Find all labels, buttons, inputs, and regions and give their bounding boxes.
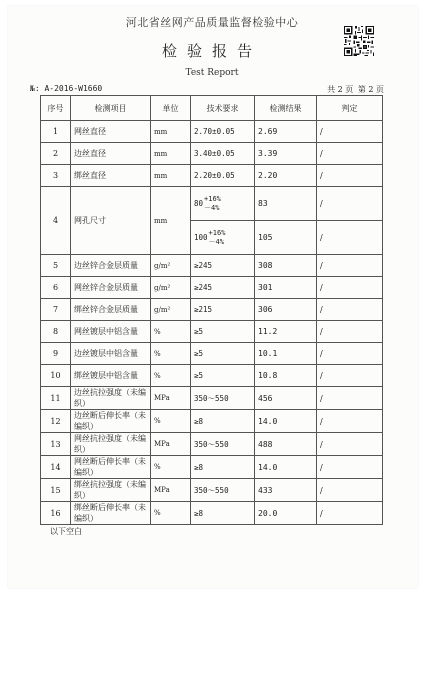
cell-unit: mm [151, 165, 191, 187]
cell-result: 301 [255, 277, 317, 299]
cell-requirement [191, 187, 255, 221]
cell-unit: g/m² [151, 277, 191, 299]
page-indicator [325, 84, 384, 95]
tolerance-plus: +16% [208, 228, 226, 237]
cell-unit: g/m² [151, 299, 191, 321]
page-current: 第 2 页 [357, 85, 384, 94]
cell-result: 433 [255, 479, 317, 502]
cell-no: 5 [41, 255, 71, 277]
cell-requirement [191, 221, 255, 255]
cell-judgement: / [317, 299, 383, 321]
tolerance-base: 100 [194, 233, 208, 242]
table-row [41, 299, 383, 321]
cell-unit: % [151, 365, 191, 387]
cell-unit: mm [151, 143, 191, 165]
cell-requirement: ≥8 [191, 502, 255, 525]
tolerance-range [204, 195, 221, 213]
cell-no: 10 [41, 365, 71, 387]
report-subtitle: Test Report [185, 68, 239, 78]
cell-no: 9 [41, 343, 71, 365]
cell-unit: % [151, 502, 191, 525]
qr-code-icon [344, 26, 374, 56]
cell-judgement: / [317, 321, 383, 343]
table-row [41, 479, 383, 502]
col-header-item: 检测项目 [71, 96, 151, 121]
cell-judgement: / [317, 433, 383, 456]
table-row [41, 277, 383, 299]
cell-result: 14.0 [255, 410, 317, 433]
table-row [41, 433, 383, 456]
cell-item: 网丝锌合金层质量 [71, 277, 151, 299]
table-body [41, 121, 383, 525]
cell-requirement: ≥215 [191, 299, 255, 321]
table-header-row [41, 96, 383, 121]
blank-below-note: 以下空白 [50, 527, 82, 536]
cell-no: 1 [41, 121, 71, 143]
cell-unit: % [151, 343, 191, 365]
cell-judgement: / [317, 187, 383, 221]
cell-judgement: / [317, 502, 383, 525]
cell-unit: % [151, 321, 191, 343]
cell-requirement: 350～550 [191, 433, 255, 456]
tolerance-base: 80 [194, 199, 204, 208]
col-header-no: 序号 [41, 96, 71, 121]
cell-requirement: ≥8 [191, 456, 255, 479]
cell-unit: % [151, 456, 191, 479]
cell-judgement: / [317, 255, 383, 277]
cell-requirement: ≥5 [191, 365, 255, 387]
cell-result: 2.69 [255, 121, 317, 143]
report-title: 检验报告 [161, 42, 262, 60]
tolerance-value [194, 195, 221, 213]
page-total: 共 2 页 [327, 85, 354, 94]
cell-item: 网丝直径 [71, 121, 151, 143]
table-row [41, 343, 383, 365]
cell-judgement: / [317, 410, 383, 433]
cell-result: 20.0 [255, 502, 317, 525]
cell-result: 3.39 [255, 143, 317, 165]
cell-result: 306 [255, 299, 317, 321]
cell-requirement: 2.20±0.05 [191, 165, 255, 187]
cell-requirement: ≥8 [191, 410, 255, 433]
tolerance-range [209, 229, 226, 247]
cell-unit: mm [151, 121, 191, 143]
cell-unit: MPa [151, 433, 191, 456]
col-header-result: 检测结果 [255, 96, 317, 121]
cell-item: 绑丝直径 [71, 165, 151, 187]
col-header-unit: 单位 [151, 96, 191, 121]
cell-no: 14 [41, 456, 71, 479]
cell-item: 边丝断后伸长率（未编织） [71, 410, 151, 433]
cell-unit: MPa [151, 479, 191, 502]
cell-no: 8 [41, 321, 71, 343]
cell-requirement: 2.70±0.05 [191, 121, 255, 143]
table-row [41, 410, 383, 433]
cell-item: 边丝锌合金层质量 [71, 255, 151, 277]
tolerance-value [194, 229, 225, 247]
cell-judgement: / [317, 456, 383, 479]
cell-item: 绑丝断后伸长率（未编织） [71, 502, 151, 525]
col-header-judgement: 判定 [317, 96, 383, 121]
table-row [41, 321, 383, 343]
cell-judgement: / [317, 365, 383, 387]
cell-requirement: 3.40±0.05 [191, 143, 255, 165]
tolerance-minus: －4% [208, 237, 224, 246]
table-row [41, 255, 383, 277]
cell-result: 10.1 [255, 343, 317, 365]
cell-unit: mm [151, 187, 191, 255]
cell-item: 边丝抗拉强度（未编织） [71, 387, 151, 410]
cell-unit: g/m² [151, 255, 191, 277]
cell-result: 11.2 [255, 321, 317, 343]
cell-no: 7 [41, 299, 71, 321]
cell-result: 14.0 [255, 456, 317, 479]
cell-item: 绑丝锌合金层质量 [71, 299, 151, 321]
cell-item: 边丝镀层中铝含量 [71, 343, 151, 365]
cell-requirement: ≥245 [191, 277, 255, 299]
cell-unit: % [151, 410, 191, 433]
cell-judgement: / [317, 143, 383, 165]
cell-item: 网丝镀层中铝含量 [71, 321, 151, 343]
cell-unit: MPa [151, 387, 191, 410]
cell-judgement: / [317, 165, 383, 187]
cell-no: 2 [41, 143, 71, 165]
cell-item: 网孔尺寸 [71, 187, 151, 255]
cell-no: 3 [41, 165, 71, 187]
cell-item: 网丝断后伸长率（未编织） [71, 456, 151, 479]
cell-result: 456 [255, 387, 317, 410]
cell-result: 308 [255, 255, 317, 277]
cell-no: 16 [41, 502, 71, 525]
report-number: №: A-2016-W1660 [30, 84, 103, 93]
cell-no: 12 [41, 410, 71, 433]
col-header-requirement: 技术要求 [191, 96, 255, 121]
cell-no: 13 [41, 433, 71, 456]
cell-requirement: ≥245 [191, 255, 255, 277]
cell-judgement: / [317, 387, 383, 410]
cell-result: 83 [255, 187, 317, 221]
cell-item: 网丝抗拉强度（未编织） [71, 433, 151, 456]
cell-requirement: ≥5 [191, 343, 255, 365]
tolerance-plus: +16% [204, 194, 221, 203]
test-results-table [40, 95, 383, 525]
cell-no: 6 [41, 277, 71, 299]
table-row [41, 456, 383, 479]
cell-judgement: / [317, 343, 383, 365]
organization-name: 河北省丝网产品质量监督检验中心 [125, 16, 299, 29]
cell-result: 488 [255, 433, 317, 456]
table-row [41, 121, 383, 143]
table-row [41, 365, 383, 387]
cell-no: 4 [41, 187, 71, 255]
table-row [41, 165, 383, 187]
table-row [41, 187, 383, 221]
cell-judgement: / [317, 121, 383, 143]
cell-result: 10.8 [255, 365, 317, 387]
cell-requirement: ≥5 [191, 321, 255, 343]
cell-requirement: 350～550 [191, 387, 255, 410]
table-row [41, 387, 383, 410]
cell-item: 绑丝抗拉强度（未编织） [71, 479, 151, 502]
cell-judgement: / [317, 277, 383, 299]
cell-requirement: 350～550 [191, 479, 255, 502]
cell-item: 边丝直径 [71, 143, 151, 165]
table-row [41, 502, 383, 525]
tolerance-minus: －4% [204, 203, 220, 212]
cell-result: 2.20 [255, 165, 317, 187]
cell-item: 绑丝镀层中铝含量 [71, 365, 151, 387]
cell-no: 11 [41, 387, 71, 410]
cell-judgement: / [317, 221, 383, 255]
cell-result: 105 [255, 221, 317, 255]
cell-judgement: / [317, 479, 383, 502]
table-row [41, 143, 383, 165]
cell-no: 15 [41, 479, 71, 502]
